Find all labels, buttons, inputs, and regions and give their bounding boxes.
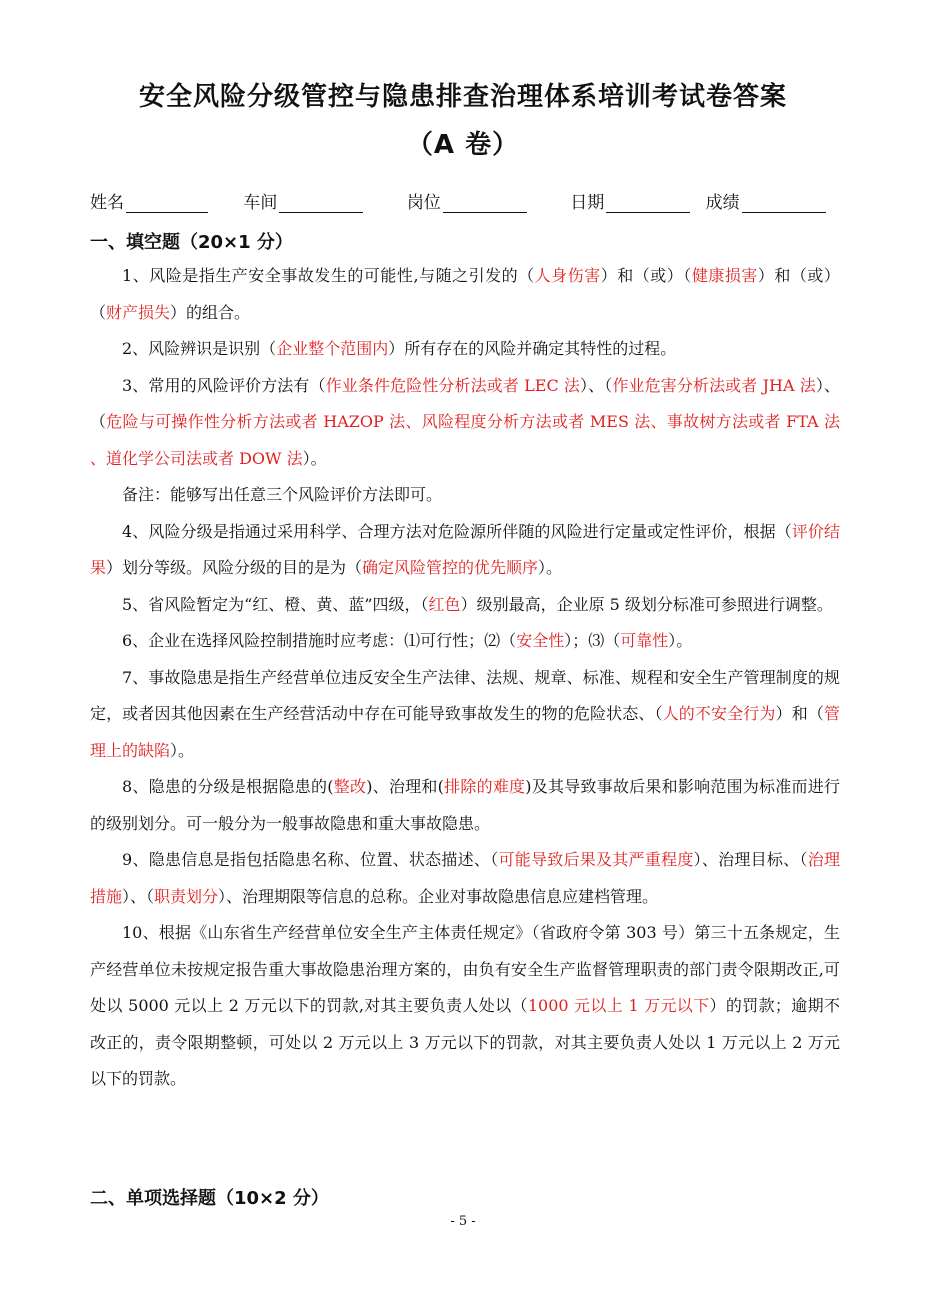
answer: 可靠性 [620, 631, 669, 650]
question-9: 9、隐患信息是指包括隐患名称、位置、状态描述、（可能导致后果及其严重程度）、治理目标、（治理措施）、（职责划分）、治理期限等信息的总称。企业对事故隐患信息应建档管理。 [90, 850, 840, 906]
answer: 危险与可操作性分析方法或者 HAZOP 法、风险程度分析方法或者 MES 法、事故树方法或者 FTA 法 、道化学公司法或者 DOW 法 [90, 412, 840, 468]
score-field[interactable]: 成绩 [706, 188, 826, 213]
answer: 可能导致后果及其严重程度 [498, 850, 694, 869]
position-field[interactable]: 岗位 [407, 188, 527, 213]
question-2: 2、风险辨识是识别（企业整个范围内）所有存在的风险并确定其特性的过程。 [122, 339, 677, 358]
question-10: 10、根据《山东省生产经营单位安全生产主体责任规定》（省政府令第 303 号）第三十五条规定，生产经营单位未按规定报告重大事故隐患治理方案的，由负有安全生产监督管理职责的部门责令限期改正,可处以 5000 元以上 2 万元以下的罚款,对其主要负责人处以（1000 元以上 1 万元以下）的罚款；逾期不改正的，责令限期整顿，可处以 2 万元以上 3 万元以下的罚款，对其主要负责人处以 1 万元以上 2 万元以下的罚款。 [90, 923, 840, 1088]
doc-subtitle: （A 卷） [406, 130, 520, 160]
question-5: 5、省风险暂定为“红、橙、黄、蓝”四级，（红色）级别最高，企业原 5 级划分标准可参照进行调整。 [122, 594, 833, 614]
page-number: - 5 - [450, 1214, 476, 1229]
answer: 人身伤害 [534, 266, 601, 285]
note: 备注：能够写出任意三个风险评价方法即可。 [122, 485, 443, 504]
answer: 治理措施 [90, 850, 840, 906]
question-6: 6、企业在选择风险控制措施时应考虑：⑴可行性；⑵（安全性）；⑶（可靠性）。 [122, 631, 693, 650]
candidate-info-row [90, 188, 830, 213]
answer: 管理上的缺陷 [90, 704, 840, 760]
answer: 确定风险管控的优先顺序 [362, 558, 539, 577]
question-7: 7、事故隐患是指生产经营单位违反安全生产法律、法规、规章、标准、规程和安全生产管理制度的规定，或者因其他因素在生产经营活动中存在可能导致事故发生的物的危险状态、（人的不安全行为）和（管理上的缺陷）。 [90, 667, 840, 760]
answer: 作业危害分析法或者 JHA 法 [612, 375, 816, 395]
answer: 整改 [333, 777, 367, 796]
section-single-choice-heading: 二、单项选择题（10×2 分） [90, 1188, 329, 1209]
name-field[interactable]: 姓名 [90, 188, 208, 213]
answer: 人的不安全行为 [662, 704, 776, 723]
answer: 安全性 [516, 631, 565, 650]
answer: 作业条件危险性分析法或者 LEC 法 [325, 375, 581, 395]
answer: 评价结果 [90, 521, 840, 577]
answer: 红色 [428, 594, 461, 614]
workshop-field[interactable]: 车间 [243, 188, 363, 213]
date-field[interactable]: 日期 [570, 188, 690, 213]
doc-title: 安全风险分级管控与隐患排查治理体系培训考试卷答案 [138, 82, 787, 112]
answer: 健康损害 [691, 266, 758, 285]
answer: 排除的难度 [443, 777, 526, 796]
question-4: 4、风险分级是指通过采用科学、合理方法对危险源所伴随的风险进行定量或定性评价，根据（评价结果）划分等级。风险分级的目的是为（确定风险管控的优先顺序）。 [90, 521, 840, 577]
section-fill-blank-heading: 一、填空题（20×1 分） [90, 232, 293, 253]
answer: 1000 元以上 1 万元以下 [527, 996, 710, 1015]
answer: 财产损失 [106, 302, 171, 322]
answer: 企业整个范围内 [276, 339, 389, 358]
question-3: 3、常用的风险评价方法有（作业条件危险性分析法或者 LEC 法）、（作业危害分析法或者 JHA 法）、（危险与可操作性分析方法或者 HAZOP 法、风险程度分析方法或者 MES 法、事故树方法或者 FTA 法 、道化学公司法或者 DOW 法）。 [90, 375, 840, 468]
answer: 职责划分 [154, 886, 219, 906]
answers-body [90, 258, 840, 1098]
question-8: 8、隐患的分级是根据隐患的(整改)、治理和(排除的难度)及其导致事故后果和影响范围为标准而进行的级别划分。可一般分为一般事故隐患和重大事故隐患。 [90, 777, 840, 833]
question-1: 1、风险是指生产安全事故发生的可能性,与随之引发的（人身伤害）和（或）（健康损害）和（或）（财产损失）的组合。 [90, 266, 840, 322]
